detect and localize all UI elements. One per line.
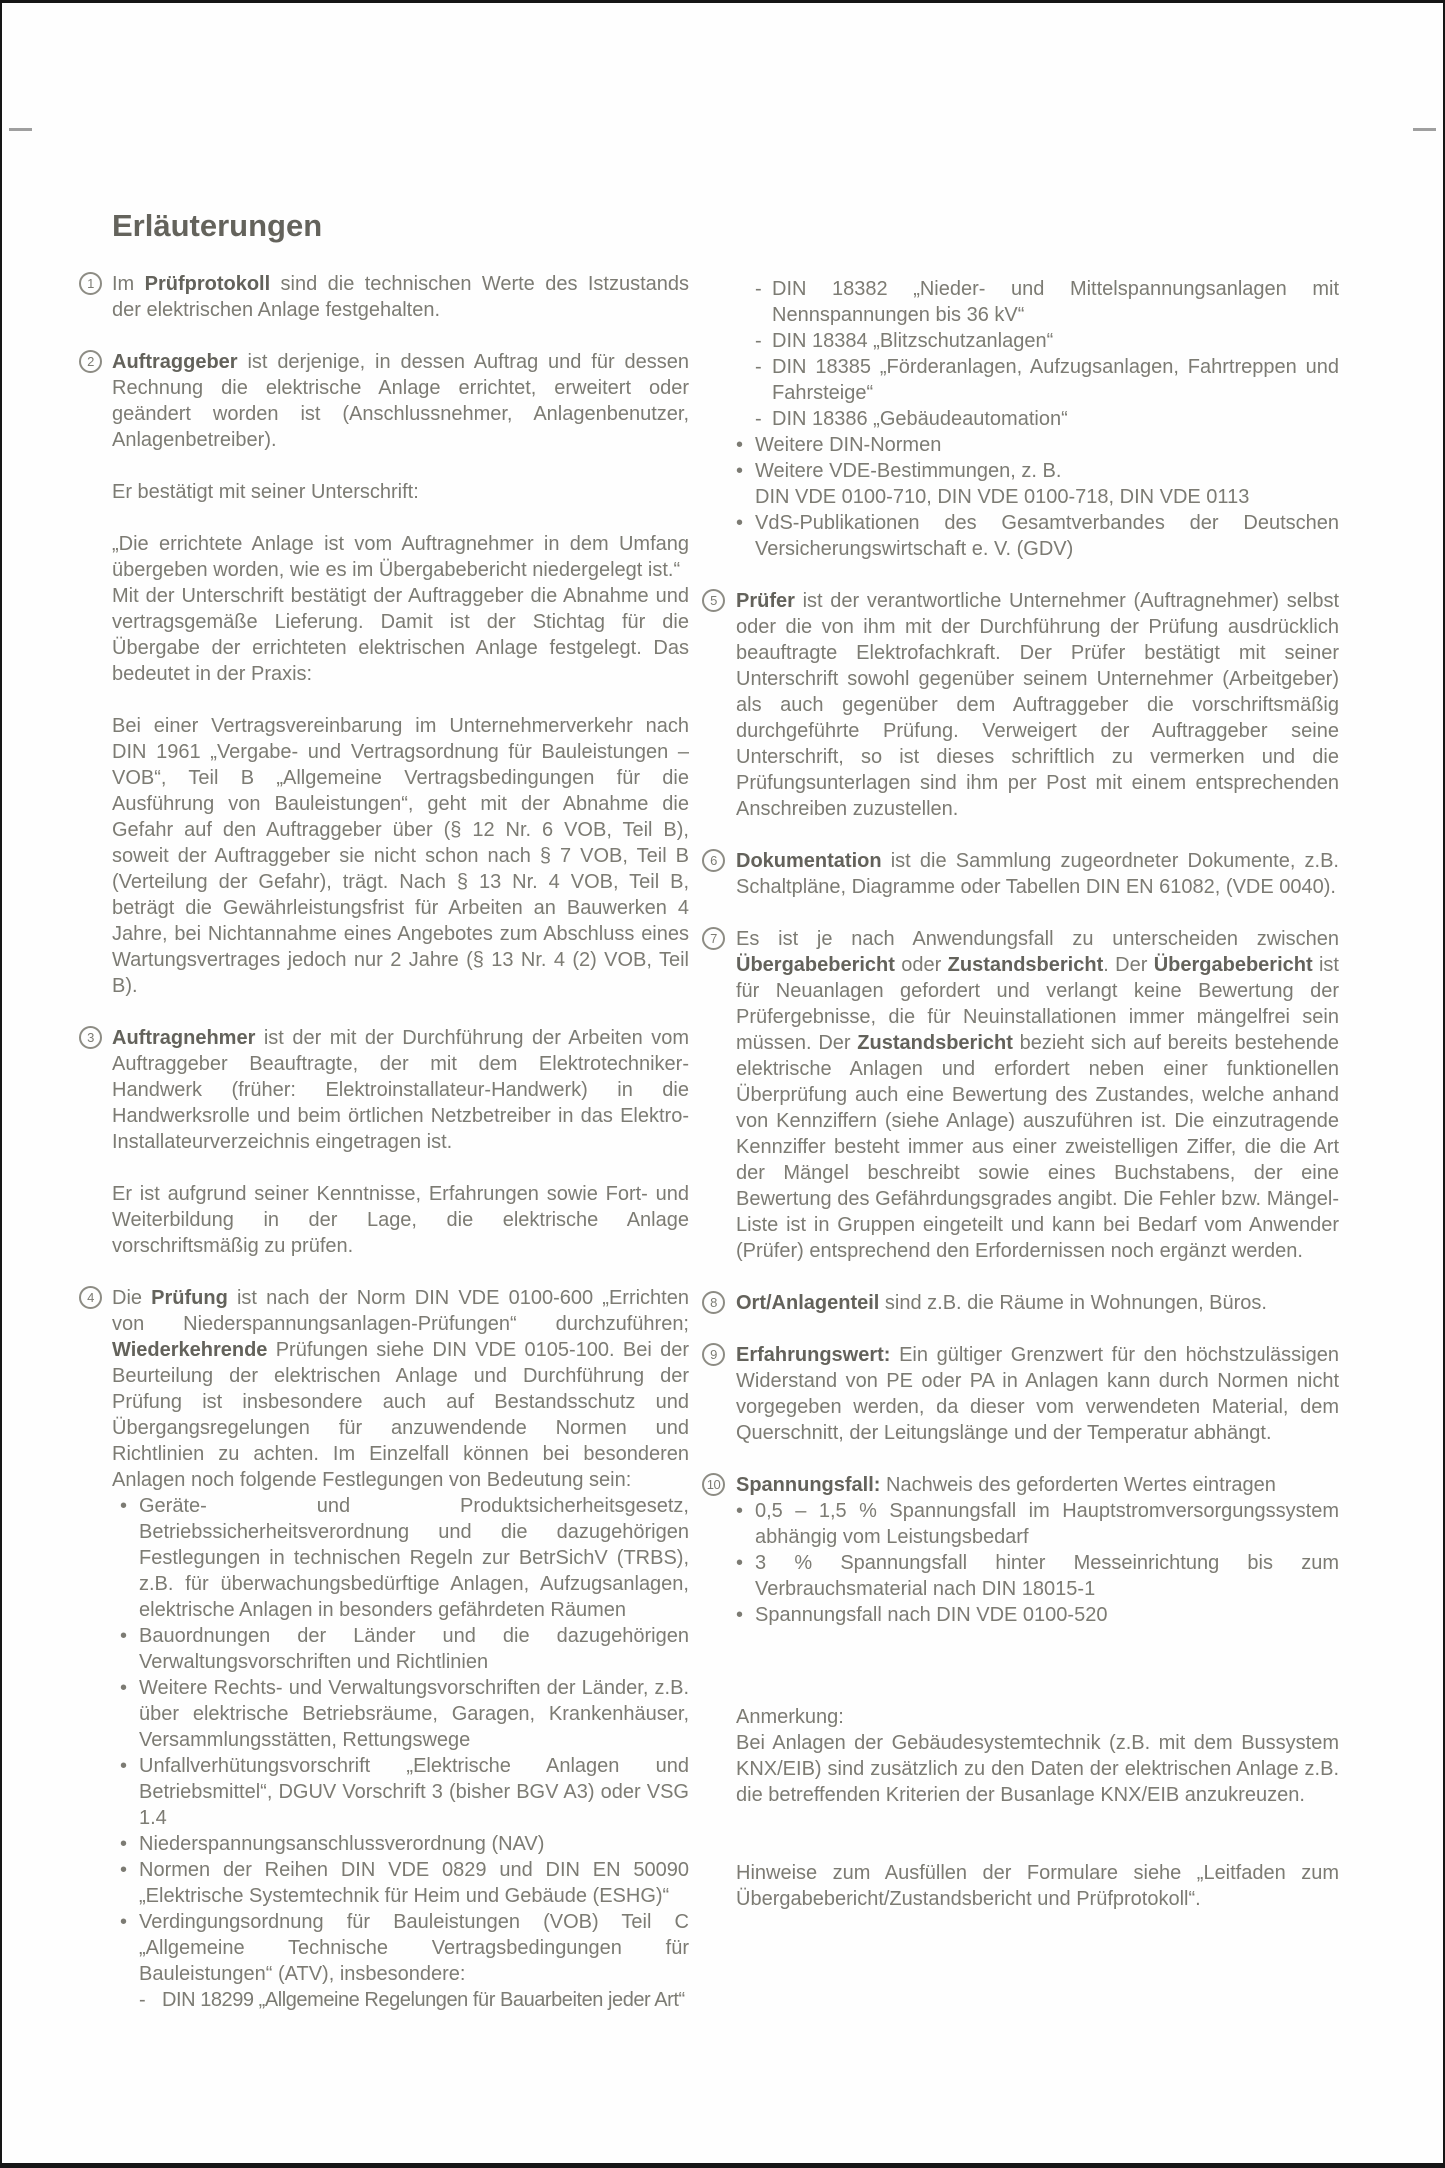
note-label: Anmerkung: — [736, 1706, 844, 1728]
paragraph: Es ist je nach Anwendungsfall zu unterscheiden zwischen Übergabebericht oder Zustandsbericht. Der Übergabebericht ist für Neuanlagen gefordert und verlangt keine Bewertung der Prüfergebnisse, die für Neuinstallationen immer mängelfrei sein müssen. Der Zustandsbericht bezieht sich auf bereits bestehende elektrische Anlagen und erfordert neben einer funktionellen Überprüfung auch eine Bewertung des Zustandes, welche anhand von Kennziffern (siehe Anlage) auszuführen ist. Die einzutragende Kennziffer besteht immer aus einer zweistelligen Ziffer, die die Art der Mängel beschreibt sowie eines Buchstabens, der eine Bewertung des Gefährdungsgrades angibt. Die Fehler bzw. Mängel-Liste ist in Gruppen eingeteilt und kann bei Bedarf vom Anwender (Prüfer) entsprechend den Erfordernissen noch ergänzt werden. — [736, 928, 1339, 1262]
paragraph: Spannungsfall: Nachweis des geforderten Wertes eintragen — [736, 1474, 1276, 1496]
dash-item: - DIN 18385 „Förderanlagen, Aufzugsanlagen, Fahrtreppen und Fahrsteige“ — [736, 354, 1339, 406]
section-2 — [79, 349, 689, 999]
bullet-item — [112, 1909, 689, 2013]
paragraph: Im Prüfprotokoll sind die technischen Werte des Istzustands der elektrischen Anlage festgehalten. — [112, 273, 689, 321]
paragraph: Ort/Anlagenteil sind z.B. die Räume in Wohnungen, Büros. — [736, 1292, 1267, 1314]
section-10 — [702, 1472, 1339, 1628]
paragraph: Prüfer ist der verantwortliche Unternehmer (Auftragnehmer) selbst oder die von ihm mit der Durchführung der Prüfung ausdrücklich beauftragte Elektrofachkraft. Der Prüfer bestätigt mit seiner Unterschrift sowohl gegenüber seinem Unternehmer (Arbeitgeber) als auch gegenüber dem Auftraggeber die vorschriftsmäßig durchgeführte Prüfung. Verweigert der Auftraggeber seine Unterschrift, so ist dieses schriftlich zu vermerken und die Prüfungsunterlagen sind ihm per Post mit einem entsprechenden Anschreiben zuzustellen. — [736, 590, 1339, 820]
paragraph: Bei einer Vertragsvereinbarung im Unternehmerverkehr nach DIN 1961 „Vergabe- und Vertragsordnung für Bauleistungen – VOB“, Teil B „Allgemeine Vertragsbedingungen für die Ausführung von Bauleistungen“, geht mit der Abnahme die Gefahr auf den Auftraggeber über (§ 12 Nr. 6 VOB, Teil B), soweit der Auftraggeber sie nicht schon nach § 7 VOB, Teil B (Verteilung der Gefahr), trägt. Nach § 13 Nr. 4 VOB, Teil B, beträgt die Gewährleistungsfrist für Arbeiten an Bauwerken 4 Jahre, bei Nichtannahme eines Angebotes zum Abschluss eines Wartungsvertrages jedoch nur 2 Jahre (§ 13 Nr. 4 (2) VOB, Teil B). — [112, 715, 689, 997]
section-9 — [702, 1342, 1339, 1446]
paragraph: Dokumentation ist die Sammlung zugeordneter Dokumente, z.B. Schaltpläne, Diagramme oder Tabellen DIN EN 61082, (VDE 0040). — [736, 850, 1339, 898]
section-1 — [79, 271, 689, 323]
bullet-item: • Geräte- und Produktsicherheitsgesetz, Betriebssicherheitsverordnung und die dazugehörigen Festlegungen in technischen Regeln zur BetrSichV (TRBS), z.B. für überwachungsbedürftige Anlagen, Aufzugsanlagen, elektrische Anlagen in besonders gefährdeten Räumen — [112, 1493, 689, 1623]
section-number-circle: 6 — [702, 849, 725, 872]
bullet-item-text: Verdingungsordnung für Bauleistungen (VOB) Teil C „Allgemeine Technische Vertragsbedingungen für Bauleistungen“ (ATV), insbesondere: — [139, 1911, 689, 1985]
note-body: Bei Anlagen der Gebäudesystemtechnik (z.B. mit dem Bussystem KNX/EIB) sind zusätzlich zu den Daten der elektrischen Anlage z.B. die betreffenden Kriterien der Busanlage KNX/EIB anzukreuzen. — [736, 1732, 1339, 1806]
two-column-layout — [79, 207, 1339, 2013]
bullet-item: • Spannungsfall nach DIN VDE 0100-520 — [736, 1602, 1339, 1628]
bullet-item: • Weitere Rechts- und Verwaltungsvorschriften der Länder, z.B. über elektrische Betriebsräume, Garagen, Krankenhäuser, Versammlungsstätten, Rettungswege — [112, 1675, 689, 1753]
dash-item: - DIN 18299 „Allgemeine Regelungen für Bauarbeiten jeder Art“ — [139, 1987, 689, 2013]
section-3 — [79, 1025, 689, 1259]
paragraph: Auftraggeber ist derjenige, in dessen Auftrag und für dessen Rechnung die elektrische Anlage errichtet, erweitert oder geändert worden ist (Anschlussnehmer, Anlagenbenutzer, Anlagenbetreiber). — [112, 351, 689, 451]
section-4-continuation — [702, 276, 1339, 562]
section-number-circle: 4 — [79, 1286, 102, 1309]
page-title: Erläuterungen — [112, 208, 323, 243]
bullet-item: • VdS-Publikationen des Gesamtverbandes der Deutschen Versicherungswirtschaft e. V. (GDV) — [736, 510, 1339, 562]
bullet-item: • Weitere VDE-Bestimmungen, z. B. DIN VDE 0100-710, DIN VDE 0100-718, DIN VDE 0113 — [736, 458, 1339, 510]
note-block — [702, 1704, 1339, 1808]
regulations-list — [112, 1493, 689, 2013]
section-number-circle: 10 — [702, 1473, 725, 1496]
section-number-circle: 2 — [79, 350, 102, 373]
section-number-circle: 8 — [702, 1291, 725, 1314]
paragraph: Die Prüfung ist nach der Norm DIN VDE 0100-600 „Errichten von Niederspannungsanlagen-Prüfungen“ durchzuführen; Wiederkehrende Prüfungen siehe DIN VDE 0105-100. Bei der Beurteilung der elektrischen Anlage und Durchführung der Prüfung ist insbesondere auch auf Bestandsschutz und Übergangsregelungen für anzuwendende Normen und Richtlinien zu achten. Im Einzelfall können bei besonderen Anlagen noch folgende Festlegungen von Bedeutung sein: — [112, 1287, 689, 1491]
bullet-item: • Normen der Reihen DIN VDE 0829 und DIN EN 50090 „Elektrische Systemtechnik für Heim und Gebäude (ESHG)“ — [112, 1857, 689, 1909]
section-5 — [702, 588, 1339, 822]
voltage-drop-list — [736, 1498, 1339, 1628]
hint-block — [702, 1860, 1339, 1912]
section-7 — [702, 926, 1339, 1264]
hint-text: Hinweise zum Ausfüllen der Formulare siehe „Leitfaden zum Übergabebericht/Zustandsbericht und Prüfprotokoll“. — [736, 1862, 1339, 1910]
paragraph: Er bestätigt mit seiner Unterschrift: — [112, 481, 419, 503]
din-sublist — [139, 1987, 689, 2013]
dash-item: - DIN 18382 „Nieder- und Mittelspannungsanlagen mit Nennspannungen bis 36 kV“ — [736, 276, 1339, 328]
quote-paragraph: „Die errichtete Anlage ist vom Auftragnehmer in dem Umfang übergeben worden, wie es im Übergabebericht niedergelegt ist.“ — [112, 533, 689, 581]
dash-item: - DIN 18384 „Blitzschutzanlagen“ — [736, 328, 1339, 354]
section-number-circle: 1 — [79, 272, 102, 295]
bullet-item: • Bauordnungen der Länder und die dazugehörigen Verwaltungsvorschriften und Richtlinien — [112, 1623, 689, 1675]
crop-mark-right — [1413, 128, 1436, 131]
bullet-item: • 0,5 – 1,5 % Spannungsfall im Hauptstromversorgungssystem abhängig vom Leistungsbedarf — [736, 1498, 1339, 1550]
crop-mark-left — [9, 128, 32, 131]
section-number-circle: 3 — [79, 1026, 102, 1049]
regulations-list-continued — [736, 432, 1339, 562]
section-number-circle: 5 — [702, 589, 725, 612]
din-sublist-continued — [736, 276, 1339, 432]
bullet-item: • Unfallverhütungsvorschrift „Elektrische Anlagen und Betriebsmittel“, DGUV Vorschrift 3 (bisher BGV A3) oder VSG 1.4 — [112, 1753, 689, 1831]
section-8 — [702, 1290, 1339, 1316]
bullet-item: • Niederspannungsanschlussverordnung (NAV) — [112, 1831, 689, 1857]
section-4 — [79, 1285, 689, 2013]
dash-item: - DIN 18386 „Gebäudeautomation“ — [736, 406, 1339, 432]
left-column — [79, 207, 689, 2013]
paragraph: Erfahrungswert: Ein gültiger Grenzwert für den höchstzulässigen Widerstand von PE oder PA in Anlagen kann durch Normen nicht vorgegeben werden, da dieser vom verwendeten Material, dem Querschnitt, der Leitungslänge und der Temperatur abhängt. — [736, 1344, 1339, 1444]
section-number-circle: 7 — [702, 927, 725, 950]
bullet-item: • 3 % Spannungsfall hinter Messeinrichtung bis zum Verbrauchsmaterial nach DIN 18015-1 — [736, 1550, 1339, 1602]
bullet-item: • Weitere DIN-Normen — [736, 432, 1339, 458]
section-6 — [702, 848, 1339, 900]
paragraph: Mit der Unterschrift bestätigt der Auftraggeber die Abnahme und vertragsgemäße Lieferung. Damit ist der Stichtag für die Übergabe der errichteten elektrischen Anlage festgelegt. Das bedeutet in der Praxis: — [112, 585, 689, 685]
right-column — [702, 207, 1339, 2013]
paragraph: Auftragnehmer ist der mit der Durchführung der Arbeiten vom Auftraggeber Beauftragte, der mit dem Elektrotechniker-Handwerk (früher: Elektroinstallateur-Handwerk) in die Handwerksrolle und beim örtlichen Netzbetreiber in das Elektro-Installateurverzeichnis eingetragen ist. — [112, 1027, 689, 1153]
section-number-circle: 9 — [702, 1343, 725, 1366]
paragraph: Er ist aufgrund seiner Kenntnisse, Erfahrungen sowie Fort- und Weiterbildung in der Lage, die elektrische Anlage vorschriftsmäßig zu prüfen. — [112, 1183, 689, 1257]
